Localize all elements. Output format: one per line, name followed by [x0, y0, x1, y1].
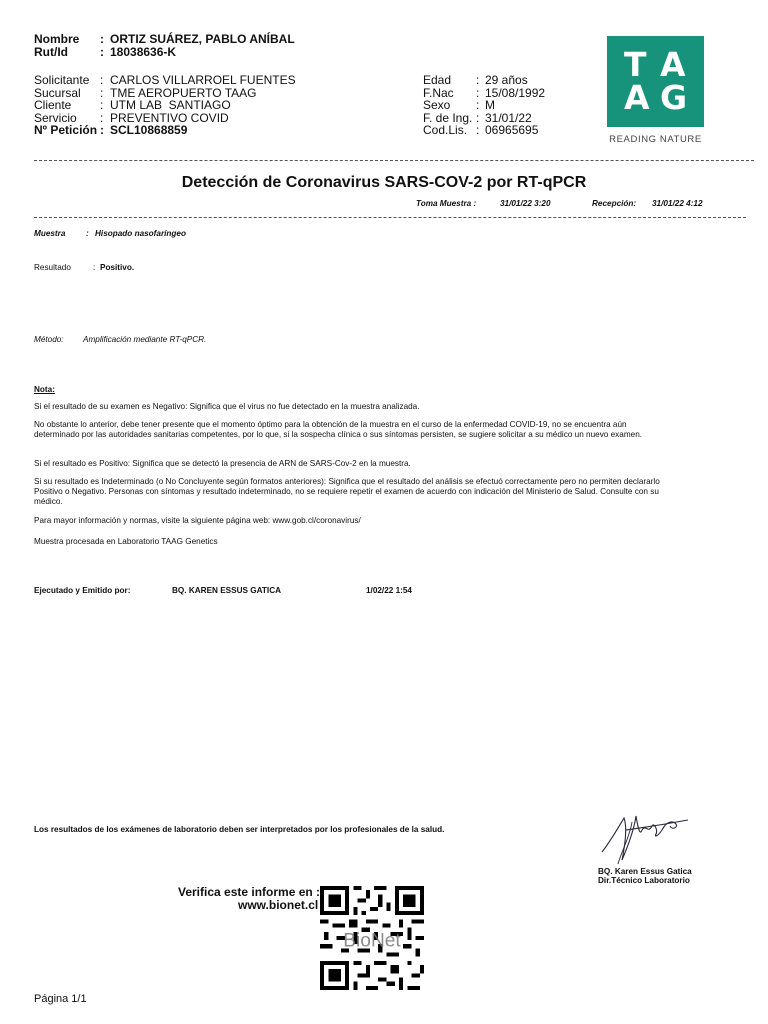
field-label-sexo: Sexo	[423, 98, 451, 112]
separator: :	[100, 45, 104, 59]
field-label-solicitante: Solicitante	[34, 73, 90, 87]
signature-image	[596, 800, 696, 868]
verify-line1: Verifica este informe en :	[178, 885, 321, 899]
nota-heading: Nota:	[34, 385, 55, 394]
metodo-value: Amplificación mediante RT-qPCR.	[83, 335, 207, 344]
divider	[34, 217, 746, 218]
recepcion-value: 31/01/22 4:12	[652, 199, 703, 208]
resultado-value: Positivo.	[100, 263, 135, 272]
executed-datetime: 1/02/22 1:54	[366, 586, 412, 595]
field-value-sucursal: TME AEROPUERTO TAAG	[110, 86, 257, 100]
separator: :	[476, 86, 480, 100]
separator: :	[100, 86, 104, 100]
field-label-edad: Edad	[423, 73, 452, 87]
patient-rut-label: Rut/Id	[34, 45, 68, 59]
separator: :	[86, 229, 89, 238]
signer-role: Dir.Técnico Laboratorio	[598, 876, 690, 885]
field-value-cliente: UTM LAB SANTIAGO	[110, 98, 231, 112]
separator: :	[93, 263, 96, 272]
resultado-label: Resultado	[34, 263, 71, 272]
logo-letter-a1: A	[660, 45, 686, 84]
field-label-servicio: Servicio	[34, 111, 77, 125]
verify-url[interactable]: www.bionet.cl	[238, 898, 319, 912]
field-value-sexo: M	[485, 98, 495, 112]
separator: :	[476, 73, 480, 87]
separator: :	[476, 98, 480, 112]
executed-name: BQ. KAREN ESSUS GATICA	[172, 586, 282, 595]
separator: :	[100, 73, 104, 87]
nota-paragraph: No obstante lo anterior, debe tener presente que el momento óptimo para la obtención de la muestra en el curso de la enfermedad COVID-19, no se encuentra aún determinado por las autoridades sanitarias competentes, por lo que, si la sospecha clínica o sus síntomas persisten, se sugiere solicitar a su médico un nuevo examen.	[34, 420, 643, 439]
logo-letter-g: G	[660, 78, 688, 117]
disclaimer: Los resultados de los exámenes de laboratorio deben ser interpretados por los profesionales de la salud.	[34, 825, 445, 834]
field-value-solicitante: CARLOS VILLARROEL FUENTES	[110, 73, 296, 87]
taag-logo	[607, 36, 704, 127]
signer-name: BQ. Karen Essus Gatica	[598, 867, 692, 876]
patient-rut: 18038636-K	[110, 45, 177, 59]
field-label-sucursal: Sucursal	[34, 86, 81, 100]
divider	[34, 160, 754, 161]
field-value-fing: 31/01/22	[485, 111, 532, 125]
separator: :	[100, 32, 104, 46]
field-label-peticion: Nº Petición	[34, 123, 98, 137]
nota-paragraph: Si el resultado es Positivo: Significa que se detectó la presencia de ARN de SARS-Cov-2 en la muestra.	[34, 459, 411, 468]
muestra-value: Hisopado nasofaríngeo	[95, 229, 186, 238]
page-number: Página 1/1	[34, 993, 87, 1005]
logo-tagline: READING NATURE	[609, 134, 702, 145]
field-value-codlis: 06965695	[485, 123, 539, 137]
separator: :	[476, 123, 480, 137]
separator: :	[476, 111, 480, 125]
field-value-edad: 29 años	[485, 73, 528, 87]
toma-muestra-label: Toma Muestra :	[416, 199, 477, 208]
field-label-codlis: Cod.Lis.	[423, 123, 468, 137]
nota-paragraph: Si el resultado de su examen es Negativo: Significa que el virus no fue detectado en la muestra analizada.	[34, 402, 420, 411]
nota-paragraph: Muestra procesada en Laboratorio TAAG Genetics	[34, 537, 218, 546]
muestra-label: Muestra	[34, 229, 66, 238]
separator: :	[100, 111, 104, 125]
logo-letter-t: T	[624, 45, 647, 84]
nota-paragraph: Si su resultado es Indeterminado (o No Concluyente según formatos anteriores): Significa que el resultado del análisis se efectuó correctamente pero no permiten declararlo Positivo o Negativo. Personas con síntomas y resultado indeterminado, no se requiere repetir el examen de acuerdo con indicación del Ministerio de Salud. Consulte con su médico.	[34, 477, 660, 506]
report-title: Detección de Coronavirus SARS-COV-2 por RT-qPCR	[181, 174, 587, 191]
field-value-servicio: PREVENTIVO COVID	[110, 111, 229, 125]
metodo-label: Método:	[34, 335, 64, 344]
qr-code[interactable]	[320, 886, 424, 990]
field-label-fnac: F.Nac	[423, 86, 454, 100]
toma-muestra-value: 31/01/22 3:20	[500, 199, 551, 208]
separator: :	[100, 98, 104, 112]
logo-letter-a2: A	[624, 78, 650, 117]
separator: :	[100, 123, 104, 137]
executed-label: Ejecutado y Emitido por:	[34, 586, 131, 595]
patient-name: ORTIZ SUÁREZ, PABLO ANÍBAL	[110, 32, 295, 46]
nota-paragraph: Para mayor información y normas, visite la siguiente página web: www.gob.cl/coronavirus/	[34, 516, 361, 525]
recepcion-label: Recepción:	[592, 199, 637, 208]
field-label-cliente: Cliente	[34, 98, 72, 112]
field-value-fnac: 15/08/1992	[485, 86, 546, 100]
qr-overlay-text: BioNet	[343, 930, 401, 952]
field-value-peticion: SCL10868859	[110, 123, 188, 137]
field-label-fing: F. de Ing.	[423, 111, 473, 125]
patient-name-label: Nombre	[34, 32, 80, 46]
